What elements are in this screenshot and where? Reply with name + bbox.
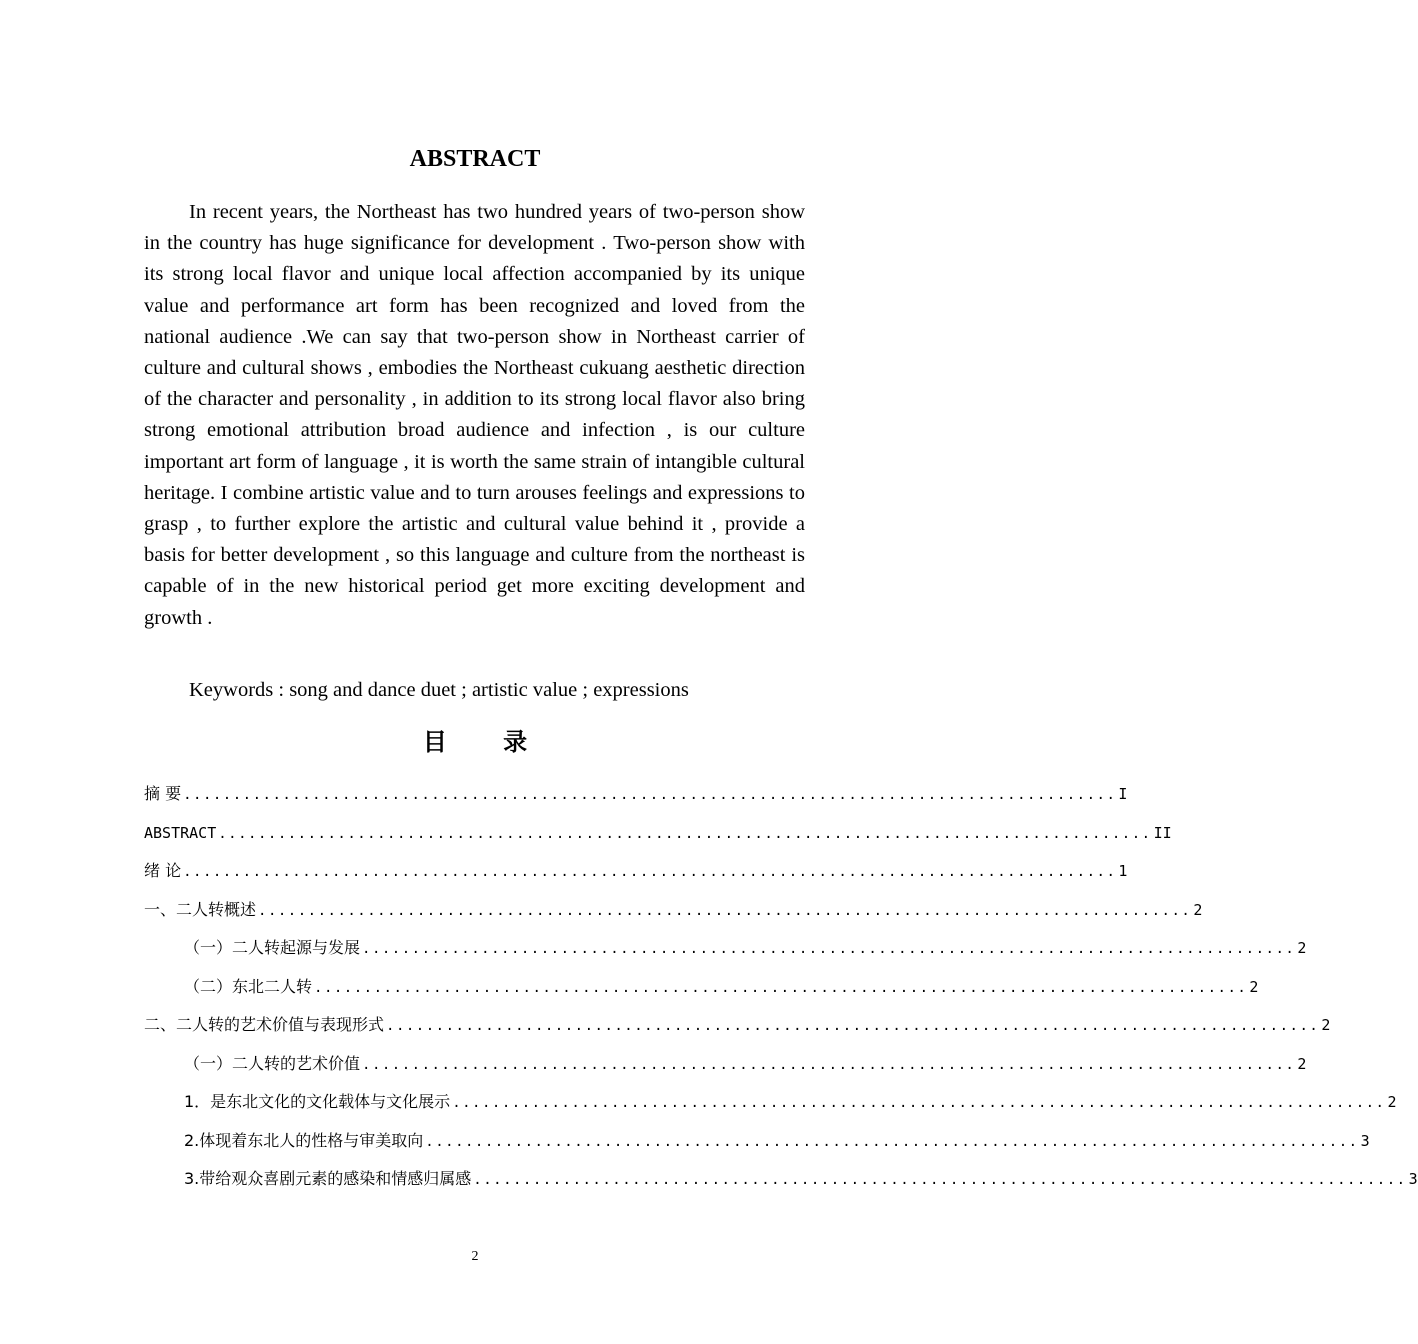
toc-leader-dots: .............................................................................................. (473, 1172, 1407, 1188)
toc-entry-page: 2 (1321, 1016, 1331, 1034)
toc-entry-page: II (1153, 823, 1172, 842)
toc-entry-page: 2 (1249, 977, 1259, 996)
toc-entry-label: 3.带给观众喜剧元素的感染和情感归属感 (184, 1169, 472, 1188)
toc-leader-dots: .............................................................................................. (386, 1018, 1320, 1034)
toc-title: 目 录 (422, 728, 552, 756)
toc-entry-section-1-2[interactable] (144, 973, 1259, 1012)
toc-entry-abstract-en[interactable] (144, 819, 1172, 858)
toc-entry-page: 2 (1193, 900, 1203, 919)
abstract-title: ABSTRACT (409, 146, 541, 172)
toc-leader-dots: .............................................................................................. (258, 902, 1192, 919)
page-number: 2 (471, 1249, 479, 1264)
toc-leader-dots: .............................................................................................. (218, 825, 1152, 842)
toc-entry-label: （一）二人转起源与发展 (184, 938, 361, 957)
toc-entry-chapter-1[interactable] (144, 896, 1203, 935)
toc-entry-label: ABSTRACT (144, 823, 217, 842)
toc-leader-dots: .............................................................................................. (425, 1133, 1359, 1150)
toc-entry-page: 1 (1118, 862, 1128, 880)
toc-leader-dots: .............................................................................................. (183, 864, 1117, 880)
toc-leader-dots: .............................................................................................. (452, 1095, 1386, 1111)
toc-entry-label: 摘 要 (144, 784, 182, 803)
toc-entry-page: 3 (1408, 1170, 1418, 1188)
toc-leader-dots: .............................................................................................. (314, 979, 1248, 996)
toc-leader-dots: .............................................................................................. (362, 1056, 1296, 1073)
toc-entry-abstract-cn[interactable] (144, 780, 1128, 819)
toc-entry-page: 3 (1360, 1131, 1370, 1150)
toc-entry-item-2-1-2[interactable] (144, 1127, 1370, 1166)
toc-entry-page: 2 (1297, 939, 1307, 957)
toc-entry-label: 1．是东北文化的文化载体与文化展示 (184, 1092, 451, 1111)
toc-entry-label: （二）东北二人转 (184, 976, 313, 996)
abstract-keywords: Keywords : song and dance duet ; artistic value ; expressions (189, 679, 689, 701)
toc-entry-page: I (1118, 785, 1128, 803)
toc-leader-dots: .............................................................................................. (183, 787, 1117, 803)
toc-entry-label: 二、二人转的艺术价值与表现形式 (144, 1015, 385, 1034)
toc-entry-item-2-1-1[interactable] (144, 1088, 1397, 1127)
toc-entry-section-1-1[interactable] (144, 934, 1307, 973)
toc-entry-label: （一）二人转的艺术价值 (184, 1053, 361, 1073)
toc-entry-page: 2 (1297, 1054, 1307, 1073)
toc-entry-item-2-1-3[interactable] (144, 1165, 1418, 1204)
toc-leader-dots: .............................................................................................. (362, 941, 1296, 957)
toc-entry-page: 2 (1387, 1093, 1397, 1111)
toc-entry-chapter-2[interactable] (144, 1011, 1331, 1050)
toc-entry-introduction[interactable] (144, 857, 1128, 896)
toc-entry-label: 2.体现着东北人的性格与审美取向 (184, 1130, 424, 1150)
abstract-body: In recent years, the Northeast has two hundred years of two-person show in the country has huge significance for development . Two-person show with its strong local flavor and unique local affection accompanied by its unique value and performance art form has been recognized and loved from the national audience .We can say that two-person show in Northeast carrier of culture and cultural shows , embodies the Northeast cukuang aesthetic direction of the character and personality , in addition to its strong local flavor also bring strong emotional attribution broad audience and infection , is our culture important art form of language , it is worth the same strain of intangible cultural heritage. I combine artistic value and to turn arouses feelings and expressions to grasp , to further explore the artistic and cultural value behind it , provide a basis for better development , so this language and culture from the northeast is capable of in the new historical period get more exciting development and growth . (144, 201, 805, 629)
table-of-contents (144, 780, 1418, 1204)
toc-entry-section-2-1[interactable] (144, 1050, 1307, 1089)
toc-entry-label: 绪 论 (144, 861, 182, 880)
toc-entry-label: 一、二人转概述 (144, 899, 257, 919)
